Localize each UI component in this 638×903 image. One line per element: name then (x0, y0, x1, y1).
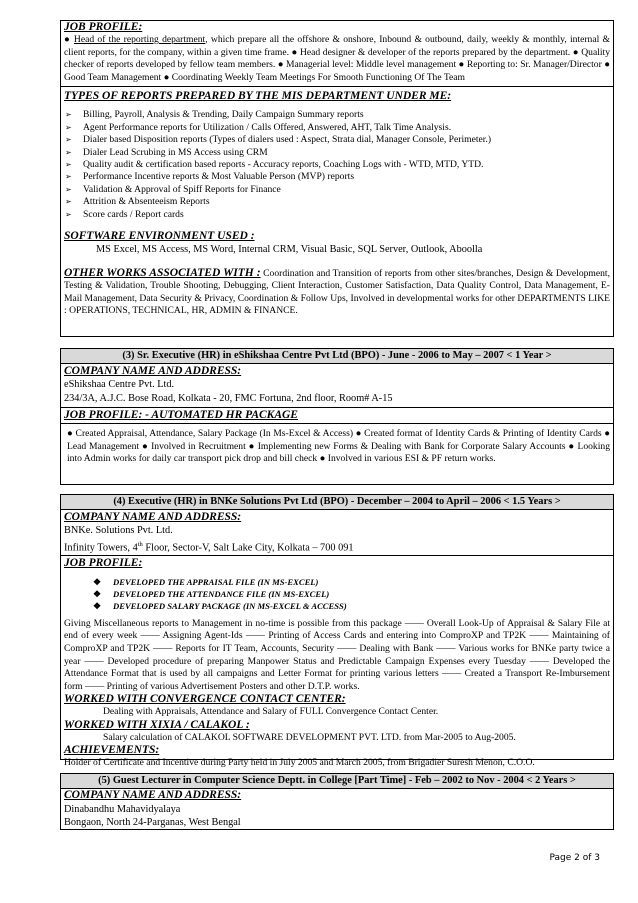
achievements-text: Holder of Certificate and Incentive during Party held in July 2005 and March 2005, from Brigadier Suresh Menon, C.O.O. (64, 757, 535, 769)
job-profile-text: ● Created Appraisal, Attendance, Salary Package (In Ms-Excel & Access) ● Created format of Identity Cards & Printing of Identity Cards ● Lead Management ● Involved in Recruitment ● Implementing new Forms & Dealing with Bank for Corporate Salary Accounts ● Looking into Admin works for daily car transport pick drop and bill check ● Involved in various ESI & PF return works. (67, 428, 610, 465)
address-post: Floor, Sector-V, Salt Lake City, Kolkata – 700 091 (142, 542, 354, 554)
job-profile-text: ● Head of the reporting department, which prepare all the offshore & onshore, Inbound & outbound, daily, weekly & monthly, internal & client reports, for the company, within a given time frame. ● Head designer & developer of the reports prepared by the department. ● Quality checker of reports developed by fellow team members. ● Managerial level: Middle level management ● Reporting to: Sr. Manager/Director ● Good Team Management ● Coordinating Weekly Team Meetings For Smooth Functioning Of The Team (61, 34, 613, 87)
job-profile-body: , which prepare all the offshore & onshore, Inbound & outbound, daily, weekly & monthly, internal & client reports, for the company, within a given time frame. ● Head designer & developer of the reports prepared by the department. ● Quality checker of reports developed by fellow team members. ● Managerial level: Middle level management ● Reporting to: Sr. Manager/Director ● Good Team Management ● Coordinating Weekly Team Meetings For Smooth Functioning Of The Team (64, 34, 610, 83)
other-works-text: Coordination and Transition of reports from other sites/branches, Design & Development, Testing & Validation, Trouble Shooting, Debugging, Client Interaction, Customer Satisfaction, Data Quality Control, Data Management, E-Mail Management, Data Security & Privacy, Coordination & Follow Ups, Involved in developmental works for other DEPARTMENTS LIKE : OPERATIONS, TECHNICAL, HR, ADMIN & FINANCE. (64, 267, 610, 317)
list-item: ❖ DEVELOPED SALARY PACKAGE (IN MS-EXCEL & ACCESS) (93, 600, 613, 612)
reports-list (61, 109, 613, 221)
address-pre: Infinity Towers, 4 (64, 542, 138, 554)
address-sup: th (137, 540, 143, 548)
other-works (61, 267, 613, 318)
achievements-heading: ACHIEVEMENTS: (64, 744, 160, 757)
company-address: 234/3A, A.J.C. Bose Road, Kolkata - 20, FMC Fortuna, 2nd floor, Room# A-15 (61, 392, 613, 409)
misc-text: Giving Miscellaneous reports to Management in no-time is possible from this package —— Overall Look-Up of Appraisal & Salary File at end of every week —— Assigning Agent-Ids —— Printing of Access Cards and entering into ComproXP and TP2K —— Maintaining of ComproXP and TP2K —— Reports for IT Team, Accounts, Security —— Dealing with Bank —— Various works for BNKe party twice a year —— Developed procedure of preparing Manpower Status and Predictable Campaign Expenses every Tuesday —— Developed the Attendance Format that is used by all campaigns and Letter Format for printing various letters —— Created a Transport Re-Imbursement form —— Printing of various Advertisement Posters and other D.T.P. works. (64, 617, 610, 692)
company-name: BNKe. Solutions Pvt. Ltd. (64, 525, 173, 536)
company-name: Dinabandhu Mahavidyalaya (64, 803, 181, 815)
bnke-title: (4) Executive (HR) in BNKe Solutions Pvt Ltd (BPO) - December – 2004 to April – 2006 < 1.5 Years > (61, 495, 613, 510)
lecturer-title: (5) Guest Lecturer in Computer Science Deptt. in College [Part Time] - Feb – 2002 to Nov - 2004 < 2 Years > (61, 774, 613, 789)
bnke-block (60, 494, 614, 769)
list-item: ➢ Agent Performance reports for Utilization / Calls Offered, Answered, AHT, Talk Time Analysis. (61, 122, 613, 134)
other-works-heading: OTHER WORKS ASSOCIATED WITH : (64, 266, 261, 279)
xixia-text: Salary calculation of CALAKOL SOFTWARE DEVELOPMENT PVT. LTD. from Mar-2005 to Aug-2005. (103, 731, 516, 743)
job-profile-heading: JOB PROFILE: (64, 556, 143, 569)
list-item: ➢ Score cards / Report cards (61, 209, 613, 221)
convergence-heading: WORKED WITH CONVERGENCE CONTACT CENTER: (64, 693, 346, 706)
list-item: ➢ Validation & Approval of Spiff Reports for Finance (61, 184, 613, 196)
software-text: MS Excel, MS Access, MS Word, Internal CRM, Visual Basic, SQL Server, Outlook, Aboolla (96, 244, 483, 256)
page-number: Page 2 of 3 (549, 853, 600, 863)
eshikshaa-block (60, 348, 614, 485)
eshikshaa-title: (3) Sr. Executive (HR) in eShikshaa Centre Pvt Ltd (BPO) - June - 2006 to May – 2007 < 1 Year > (61, 349, 613, 364)
list-item: ➢ Quality audit & certification based reports - Accuracy reports, Coaching Logs with - WTD, MTD, YTD. (61, 159, 613, 171)
convergence-text: Dealing with Appraisals, Attendance and Salary of FULL Convergence Contact Center. (103, 706, 439, 718)
job-profile-block (60, 20, 614, 337)
list-item: ➢ Performance Incentive reports & Most Valuable Person (MVP) reports (61, 171, 613, 183)
list-item: ❖ DEVELOPED THE ATTENDANCE FILE (IN MS-EXCEL) (93, 588, 613, 600)
company-heading: COMPANY NAME AND ADDRESS: (64, 789, 242, 801)
xixia-heading: WORKED WITH XIXIA / CALAKOL : (64, 718, 250, 731)
company-address (61, 538, 613, 556)
list-item: ➢ Dialer Lead Scrubing in MS Access using CRM (61, 147, 613, 159)
job-profile-highlight: Head of the reporting department (73, 34, 206, 45)
job-profile-heading: JOB PROFILE: (64, 21, 143, 33)
lecturer-block (60, 773, 614, 830)
job-profile-heading: JOB PROFILE: - AUTOMATED HR PACKAGE (61, 408, 613, 424)
reports-heading: TYPES OF REPORTS PREPARED BY THE MIS DEPARTMENT UNDER ME: (64, 90, 452, 103)
list-item: ➢ Billing, Payroll, Analysis & Trending, Daily Campaign Summary reports (61, 109, 613, 121)
company-heading: COMPANY NAME AND ADDRESS: (64, 365, 242, 377)
list-item: ➢ Dialer based Disposition reports (Types of dialers used : Aspect, Strata dial, Manager Console, Perimeter.) (61, 134, 613, 146)
list-item: ➢ Attrition & Absenteeism Reports (61, 196, 613, 208)
list-item: ❖ DEVELOPED THE APPRAISAL FILE (IN MS-EXCEL) (93, 576, 613, 588)
company-heading: COMPANY NAME AND ADDRESS: (64, 511, 242, 523)
company-address: Bongaon, North 24-Parganas, West Bengal (64, 817, 241, 829)
company-name: eShikshaa Centre Pvt. Ltd. (64, 379, 175, 390)
software-heading: SOFTWARE ENVIRONMENT USED : (64, 230, 255, 243)
developed-list (61, 576, 613, 613)
